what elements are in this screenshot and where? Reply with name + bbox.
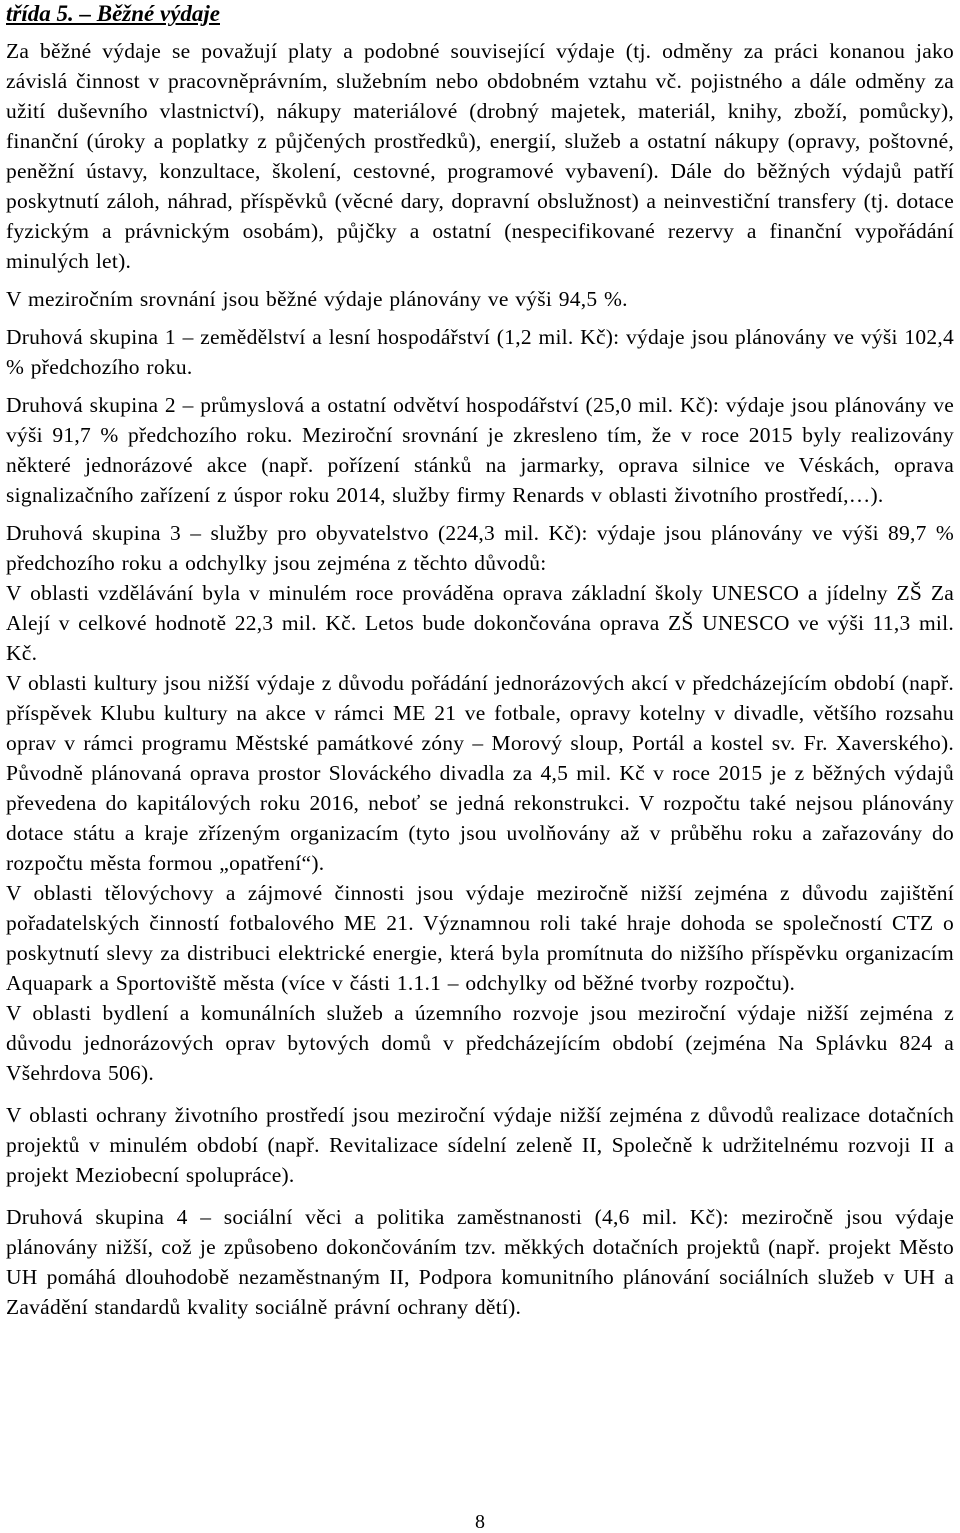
section-heading: třída 5. – Běžné výdaje: [6, 1, 220, 26]
paragraph-group-4: Druhová skupina 4 – sociální věci a politika zaměstnanosti (4,6 mil. Kč): meziročně jsou výdaje plánovány nižší, což je způsobeno dokončováním tzv. měkkých dotačních projektů (např. projekt Město UH pomáhá dlouhodobě nezaměstnaným II, Podpora komunitního plánování sociálních služeb v UH a Zavádění standardů kvality sociálně právní ochrany dětí).: [6, 1205, 954, 1319]
paragraph-education: V oblasti vzdělávání byla v minulém roce prováděna oprava základní školy UNESCO a jídelny ZŠ Za Alejí v celkové hodnotě 22,3 mil. Kč. Letos bude dokončována oprava ZŠ UNESCO ve výši 11,3 mil. Kč.: [6, 581, 954, 665]
paragraph-intro: Za běžné výdaje se považují platy a podobné související výdaje (tj. odměny za práci konanou jako závislá činnost v pracovněprávním, služebním nebo obdobném vztahu vč. pojistného a dále odměny za užití duševního vlastnictví), nákupy materiálové (drobný majetek, materiál, knihy, zboží, pomůcky), finanční (úroky a poplatky z půjčených prostředků), energií, služeb a ostatní nákupy (opravy, poštovné, peněžní ústavy, konzultace, školení, cestovné, programové vybavení). Dále do běžných výdajů patří poskytnutí záloh, náhrad, příspěvků (věcné dary, dopravní obslužnost) a neinvestiční transfery (tj. dotace fyzickým a právnickým osobám), půjčky a ostatní (nespecifikované rezervy a finanční vypořádání minulých let).: [6, 39, 954, 273]
paragraph-group-1: Druhová skupina 1 – zemědělství a lesní hospodářství (1,2 mil. Kč): výdaje jsou plánovány ve výši 102,4 % předchozího roku.: [6, 325, 954, 379]
page-number: 8: [475, 1511, 485, 1533]
paragraph-sports: V oblasti tělovýchovy a zájmové činnosti jsou výdaje meziročně nižší zejména z důvodu zajištění pořadatelských činností fotbalového ME 21. Významnou roli také hraje dohoda se společností CTZ o poskytnutí slevy za distribuci elektrické energie, která byla promítnuta do nižšího příspěvku organizacím Aquapark a Sportoviště města (více v části 1.1.1 – odchylky od běžné tvorby rozpočtu).: [6, 881, 954, 995]
document-page: [6, 0, 954, 1322]
paragraph-culture: V oblasti kultury jsou nižší výdaje z důvodu pořádání jednorázových akcí v předcházejícím období (např. příspěvek Klubu kultury na akce v rámci ME 21 ve fotbale, opravy kotelny v divadle, většího rozsahu oprav v rámci programu Městské památkové zóny – Morový sloup, Portál a kostel sv. Fr. Xaverského). Původně plánovaná oprava prostor Slováckého divadla za 4,5 mil. Kč v roce 2015 je z běžných výdajů převedena do kapitálových roku 2016, neboť se jedná rekonstrukci. V rozpočtu také nejsou plánovány dotace státu a kraje zřízeným organizacím (tyto jsou uvolňovány až v průběhu roku a zařazovány do rozpočtu města formou „opatření“).: [6, 671, 954, 875]
paragraph-environment: V oblasti ochrany životního prostředí jsou meziroční výdaje nižší zejména z důvodů realizace dotačních projektů v minulém období (např. Revitalizace sídelní zeleně II, Společně k udržitelnému rozvoji II a projekt Meziobecní spolupráce).: [6, 1103, 954, 1187]
paragraph-group-3: Druhová skupina 3 – služby pro obyvatelstvo (224,3 mil. Kč): výdaje jsou plánovány ve výši 89,7 % předchozího roku a odchylky jsou zejména z těchto důvodů:: [6, 521, 954, 575]
paragraph-group-2: Druhová skupina 2 – průmyslová a ostatní odvětví hospodářství (25,0 mil. Kč): výdaje jsou plánovány ve výši 91,7 % předchozího roku. Meziroční srovnání je zkresleno tím, že v roce 2015 byly realizovány některé jednorázové akce (např. pořízení stánků na jarmarky, oprava silnice ve Véskách, oprava signalizačního zařízení z úspor roku 2014, služby firmy Renards v oblasti životního prostředí,…).: [6, 393, 954, 507]
paragraph-housing: V oblasti bydlení a komunálních služeb a územního rozvoje jsou meziroční výdaje nižší zejména z důvodu jednorázových oprav bytových domů v předcházejícím období (zejména Na Splávku 824 a Všehrdova 506).: [6, 1001, 954, 1085]
paragraph-overall-comparison: V meziročním srovnání jsou běžné výdaje plánovány ve výši 94,5 %.: [6, 287, 628, 311]
